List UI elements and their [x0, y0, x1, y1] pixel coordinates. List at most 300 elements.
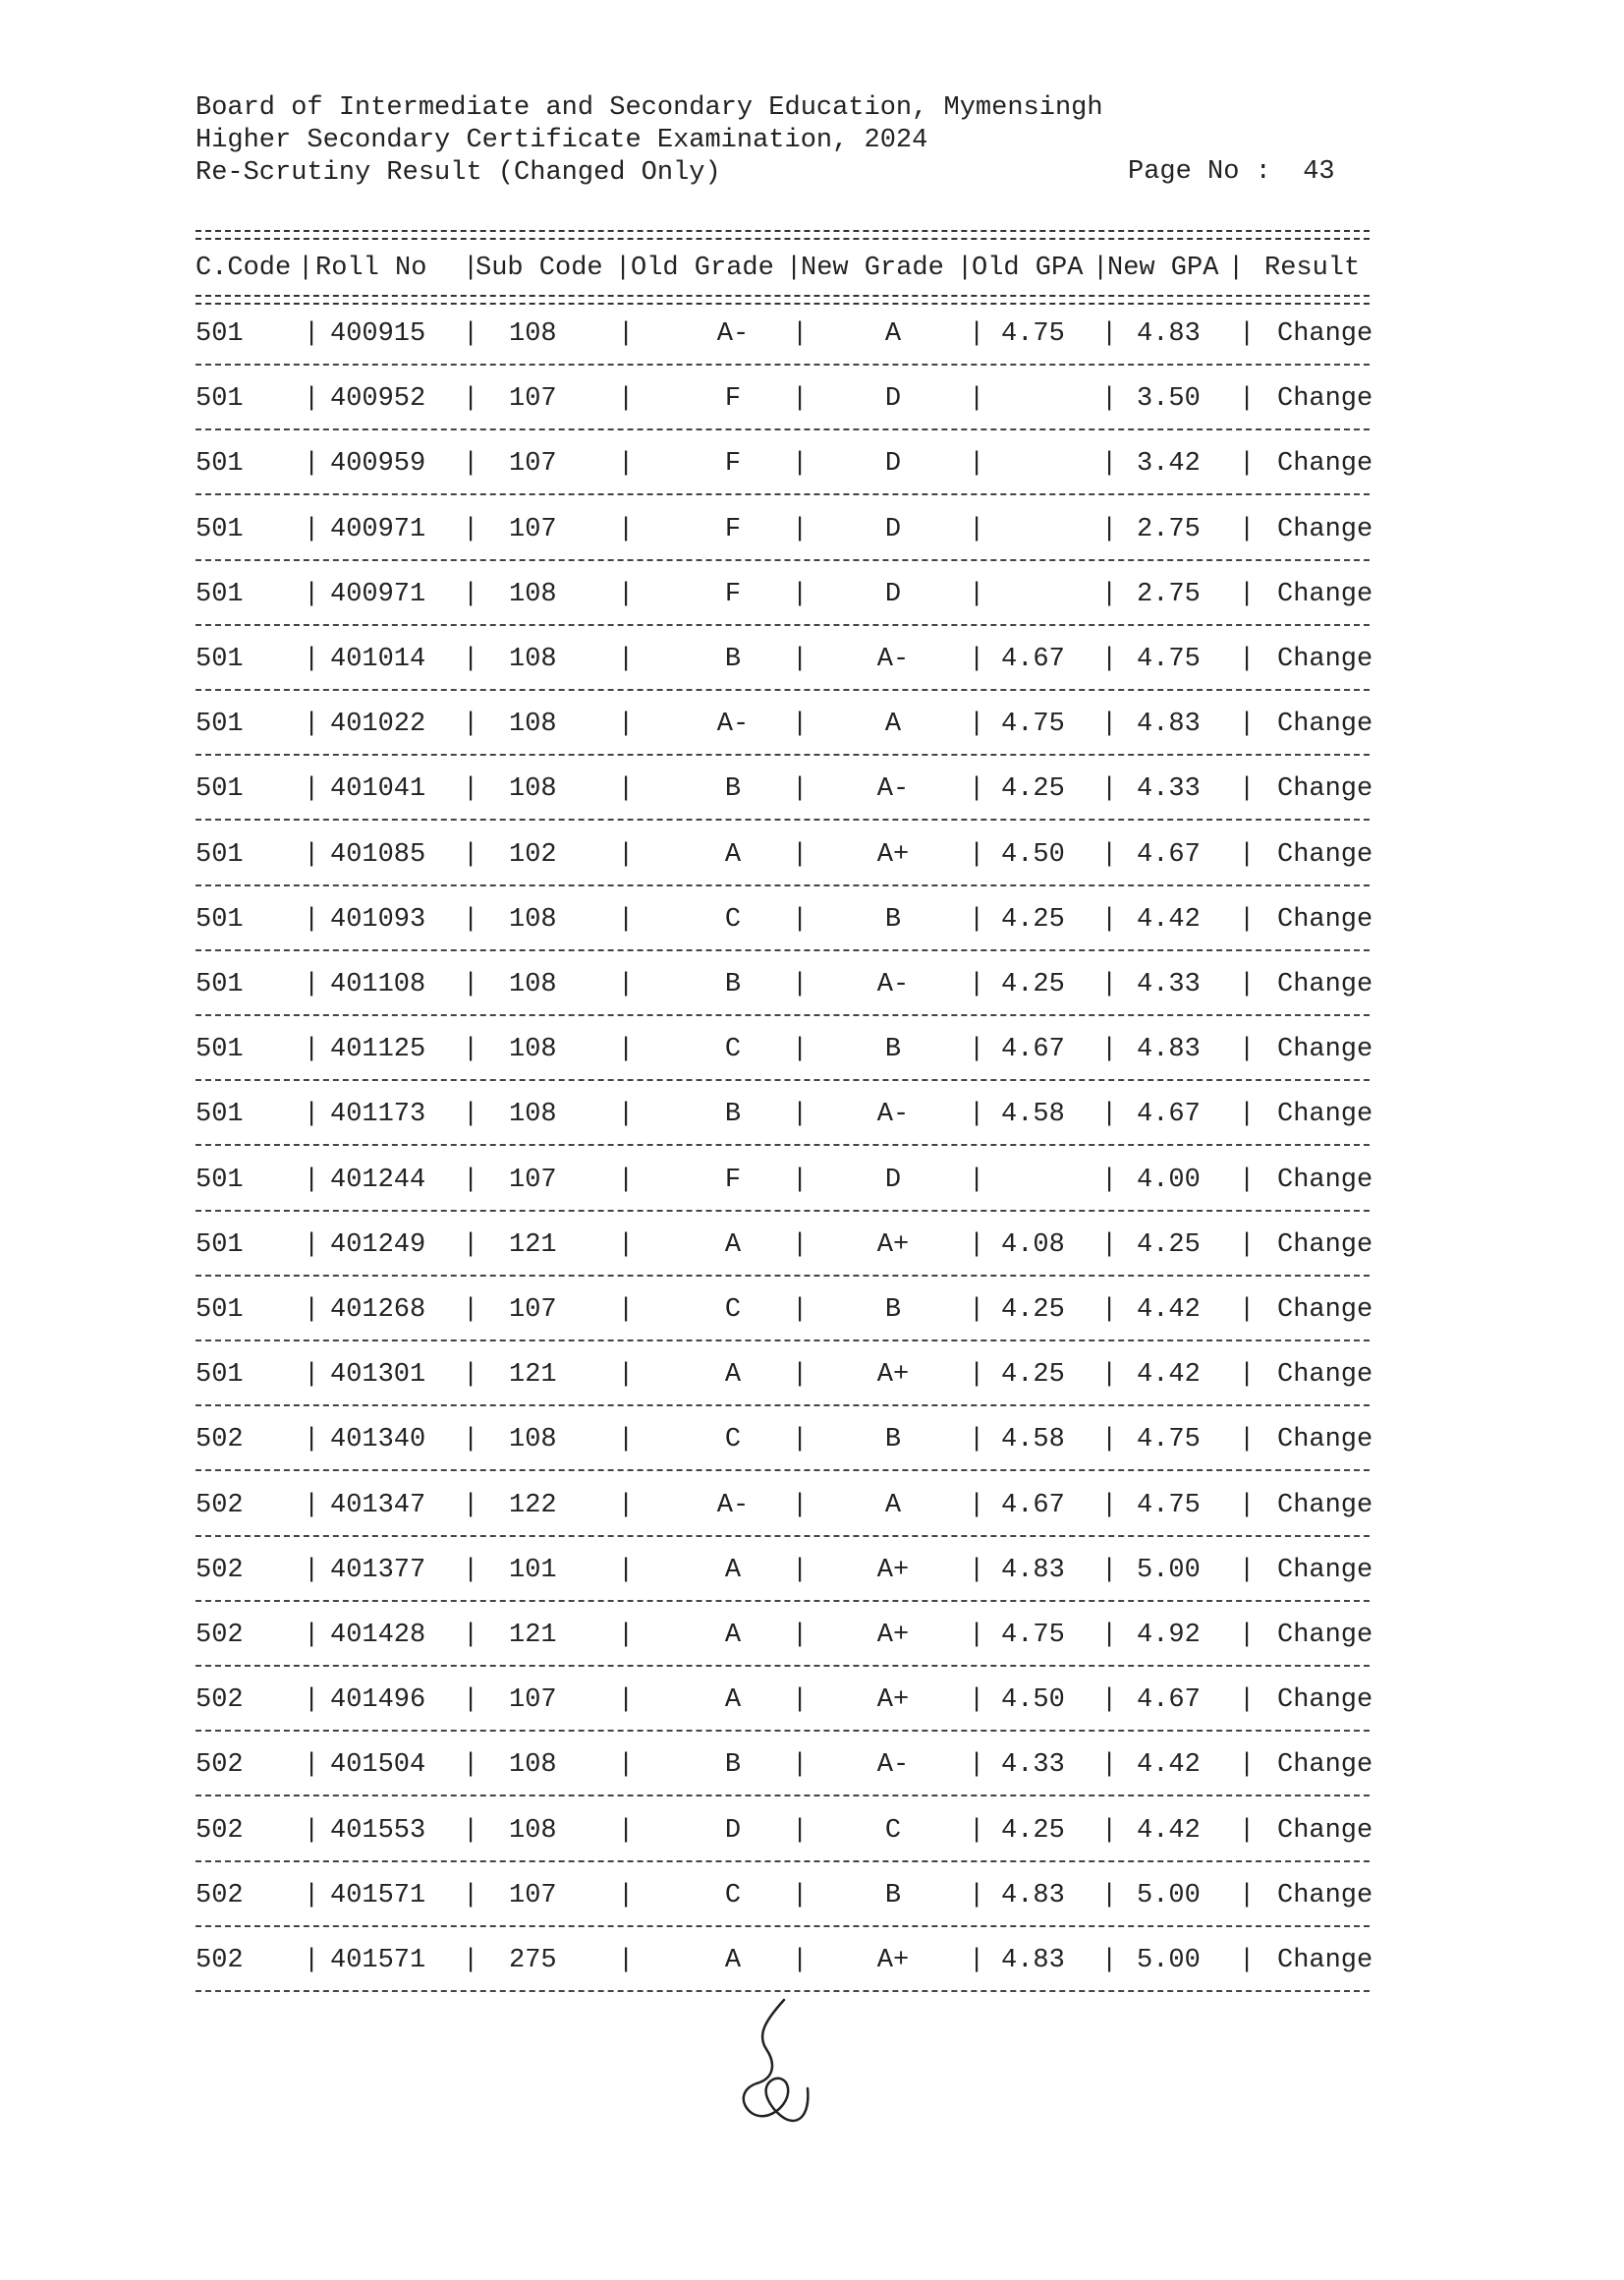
cell-sub: 108: [509, 1425, 557, 1454]
col-separator: |: [1101, 1425, 1118, 1454]
col-separator: |: [969, 774, 985, 804]
cell-newgrade: A-: [876, 774, 910, 804]
cell-newgpa: 3.50: [1137, 384, 1201, 414]
col-separator: |: [615, 254, 632, 283]
col-separator: |: [463, 319, 479, 349]
col-separator: |: [304, 449, 320, 479]
table-row: [196, 515, 1374, 554]
cell-oldgrade: B: [724, 1100, 742, 1129]
cell-sub: 108: [509, 319, 557, 349]
col-separator: |: [969, 1750, 985, 1780]
cell-result: Change: [1277, 840, 1373, 870]
cell-roll: 401268: [330, 1295, 426, 1325]
table-row: [196, 1685, 1374, 1725]
col-separator: |: [463, 1946, 479, 1975]
col-separator: |: [618, 1946, 635, 1975]
cell-roll: 401428: [330, 1621, 426, 1650]
col-separator: |: [304, 905, 320, 935]
col-separator: |: [792, 515, 809, 544]
col-separator: |: [304, 1035, 320, 1064]
cell-roll: 400971: [330, 515, 426, 544]
col-separator: |: [618, 1556, 635, 1585]
cell-oldgpa: 4.83: [1001, 1946, 1065, 1975]
col-ccode: C.Code: [196, 254, 292, 283]
col-separator: |: [969, 1230, 985, 1260]
col-separator: |: [1239, 580, 1256, 609]
col-separator: |: [1101, 645, 1118, 674]
col-separator: |: [618, 1881, 635, 1910]
col-separator: |: [463, 1295, 479, 1325]
cell-sub: 121: [509, 1621, 557, 1650]
col-separator: |: [969, 1295, 985, 1325]
cell-sub: 108: [509, 774, 557, 804]
col-separator: |: [463, 1556, 479, 1585]
col-separator: |: [304, 1425, 320, 1454]
cell-oldgrade: F: [724, 580, 742, 609]
col-separator: |: [1239, 970, 1256, 999]
table-row: [196, 1230, 1374, 1270]
col-separator: |: [463, 774, 479, 804]
col-separator: |: [969, 1621, 985, 1650]
col-separator: |: [792, 449, 809, 479]
col-separator: |: [792, 1166, 809, 1195]
col-separator: |: [792, 1230, 809, 1260]
col-separator: |: [1101, 1360, 1118, 1390]
col-separator: |: [304, 1295, 320, 1325]
cell-result: Change: [1277, 515, 1373, 544]
col-separator: |: [969, 1556, 985, 1585]
cell-oldgrade: A: [724, 1360, 742, 1390]
cell-newgrade: B: [884, 1035, 902, 1064]
cell-newgpa: 4.75: [1137, 645, 1201, 674]
cell-ccode: 502: [196, 1816, 244, 1846]
cell-newgpa: 4.67: [1137, 1685, 1201, 1715]
col-separator: |: [1101, 710, 1118, 739]
col-separator: |: [1239, 515, 1256, 544]
cell-newgpa: 4.42: [1137, 1816, 1201, 1846]
col-separator: |: [792, 1295, 809, 1325]
col-separator: |: [463, 384, 479, 414]
col-separator: |: [463, 1035, 479, 1064]
col-separator: |: [463, 449, 479, 479]
col-separator: |: [1101, 1556, 1118, 1585]
col-newgpa: New GPA: [1107, 254, 1219, 283]
col-separator: |: [618, 774, 635, 804]
col-separator: |: [969, 645, 985, 674]
col-separator: |: [792, 774, 809, 804]
col-separator: |: [969, 384, 985, 414]
col-separator: |: [304, 1491, 320, 1520]
cell-newgrade: D: [884, 515, 902, 544]
col-separator: |: [1239, 1946, 1256, 1975]
cell-result: Change: [1277, 319, 1373, 349]
table-row: [196, 905, 1374, 944]
cell-oldgrade: F: [724, 1166, 742, 1195]
col-separator: |: [792, 1881, 809, 1910]
table-row: [196, 1621, 1374, 1660]
cell-newgrade: A-: [876, 1100, 910, 1129]
cell-newgrade: A: [884, 319, 902, 349]
col-separator: |: [957, 254, 974, 283]
cell-result: Change: [1277, 1035, 1373, 1064]
table-row: [196, 1100, 1374, 1139]
col-separator: |: [463, 1621, 479, 1650]
col-separator: |: [792, 1556, 809, 1585]
table-row: [196, 1425, 1374, 1464]
col-separator: |: [969, 970, 985, 999]
row-divider: [196, 1275, 1370, 1277]
col-separator: |: [463, 1685, 479, 1715]
cell-ccode: 502: [196, 1556, 244, 1585]
cell-sub: 108: [509, 1035, 557, 1064]
row-divider: [196, 819, 1370, 821]
col-separator: |: [463, 1491, 479, 1520]
col-separator: |: [1239, 1881, 1256, 1910]
cell-roll: 401244: [330, 1166, 426, 1195]
col-separator: |: [792, 1816, 809, 1846]
result-title: Re-Scrutiny Result (Changed Only): [196, 158, 721, 188]
row-divider: [196, 624, 1370, 626]
cell-newgpa: 4.33: [1137, 774, 1201, 804]
col-separator: |: [792, 710, 809, 739]
col-separator: |: [463, 1881, 479, 1910]
col-separator: |: [463, 1100, 479, 1129]
cell-oldgpa: 4.67: [1001, 645, 1065, 674]
cell-newgpa: 5.00: [1137, 1946, 1201, 1975]
col-separator: |: [969, 580, 985, 609]
col-separator: |: [1239, 449, 1256, 479]
col-separator: |: [1239, 1491, 1256, 1520]
cell-oldgrade: D: [724, 1816, 742, 1846]
col-separator: |: [304, 1621, 320, 1650]
cell-oldgpa: 4.25: [1001, 905, 1065, 935]
col-separator: |: [618, 1166, 635, 1195]
cell-ccode: 502: [196, 1750, 244, 1780]
cell-newgrade: B: [884, 1881, 902, 1910]
col-separator: |: [1239, 645, 1256, 674]
col-sub: Sub Code: [476, 254, 603, 283]
cell-newgpa: 4.42: [1137, 905, 1201, 935]
cell-oldgrade: A-: [716, 1491, 750, 1520]
cell-sub: 108: [509, 1816, 557, 1846]
col-separator: |: [304, 1166, 320, 1195]
cell-oldgpa: 4.58: [1001, 1425, 1065, 1454]
cell-newgpa: 4.42: [1137, 1360, 1201, 1390]
cell-newgpa: 4.92: [1137, 1621, 1201, 1650]
table-row: [196, 1360, 1374, 1399]
col-separator: |: [969, 319, 985, 349]
col-separator: |: [792, 319, 809, 349]
cell-roll: 401347: [330, 1491, 426, 1520]
cell-sub: 107: [509, 1685, 557, 1715]
row-divider: [196, 1600, 1370, 1602]
col-separator: |: [1239, 1100, 1256, 1129]
col-separator: |: [969, 1491, 985, 1520]
row-divider: [196, 1014, 1370, 1016]
cell-newgrade: A+: [876, 1685, 910, 1715]
col-separator: |: [1239, 319, 1256, 349]
col-separator: |: [1228, 254, 1245, 283]
cell-oldgrade: A: [724, 840, 742, 870]
row-divider: [196, 689, 1370, 691]
col-separator: |: [792, 1360, 809, 1390]
row-divider: [196, 559, 1370, 561]
cell-newgrade: D: [884, 580, 902, 609]
col-separator: |: [304, 710, 320, 739]
cell-roll: 400952: [330, 384, 426, 414]
col-separator: |: [1239, 774, 1256, 804]
cell-oldgrade: B: [724, 774, 742, 804]
table-row: [196, 384, 1374, 424]
col-separator: |: [792, 1621, 809, 1650]
cell-newgpa: 2.75: [1137, 515, 1201, 544]
col-separator: |: [304, 1881, 320, 1910]
col-separator: |: [1101, 970, 1118, 999]
col-separator: |: [618, 1750, 635, 1780]
col-separator: |: [1101, 1816, 1118, 1846]
cell-roll: 401022: [330, 710, 426, 739]
table-row: [196, 1556, 1374, 1595]
row-divider: [196, 1795, 1370, 1796]
row-divider: [196, 949, 1370, 951]
cell-sub: 107: [509, 1881, 557, 1910]
cell-newgpa: 2.75: [1137, 580, 1201, 609]
row-divider: [196, 1665, 1370, 1667]
table-row: [196, 1166, 1374, 1205]
cell-newgpa: 4.42: [1137, 1750, 1201, 1780]
col-separator: |: [618, 1360, 635, 1390]
cell-oldgrade: A: [724, 1621, 742, 1650]
cell-newgpa: 4.00: [1137, 1166, 1201, 1195]
col-separator: |: [1239, 1166, 1256, 1195]
table-row: [196, 1295, 1374, 1335]
cell-sub: 108: [509, 970, 557, 999]
col-separator: |: [969, 1425, 985, 1454]
cell-sub: 108: [509, 1750, 557, 1780]
col-separator: |: [618, 515, 635, 544]
col-separator: |: [1239, 905, 1256, 935]
col-separator: |: [1101, 1491, 1118, 1520]
col-separator: |: [304, 645, 320, 674]
cell-sub: 275: [509, 1946, 557, 1975]
cell-newgrade: A: [884, 1491, 902, 1520]
cell-oldgpa: 4.25: [1001, 1360, 1065, 1390]
cell-newgpa: 4.25: [1137, 1230, 1201, 1260]
row-divider: [196, 1469, 1370, 1471]
col-separator: |: [304, 515, 320, 544]
col-result: Result: [1264, 254, 1361, 283]
row-divider: [196, 493, 1370, 495]
row-divider: [196, 1925, 1370, 1927]
table-row: [196, 1035, 1374, 1074]
cell-newgrade: A+: [876, 1556, 910, 1585]
col-separator: |: [969, 1881, 985, 1910]
cell-result: Change: [1277, 1556, 1373, 1585]
col-roll: Roll No: [315, 254, 427, 283]
cell-oldgrade: B: [724, 1750, 742, 1780]
cell-newgpa: 5.00: [1137, 1881, 1201, 1910]
cell-newgpa: 3.42: [1137, 449, 1201, 479]
col-separator: |: [618, 580, 635, 609]
row-divider: [196, 364, 1370, 366]
col-separator: |: [463, 840, 479, 870]
col-separator: |: [463, 1230, 479, 1260]
col-separator: |: [1239, 1685, 1256, 1715]
cell-newgrade: A+: [876, 1230, 910, 1260]
board-title: Board of Intermediate and Secondary Education, Mymensingh: [196, 93, 1103, 123]
cell-newgrade: C: [884, 1816, 902, 1846]
cell-newgrade: A+: [876, 840, 910, 870]
cell-roll: 401377: [330, 1556, 426, 1585]
cell-sub: 108: [509, 710, 557, 739]
col-separator: |: [463, 710, 479, 739]
col-separator: |: [463, 1425, 479, 1454]
col-separator: |: [792, 384, 809, 414]
col-separator: |: [1101, 1685, 1118, 1715]
col-separator: |: [1092, 254, 1109, 283]
cell-sub: 121: [509, 1360, 557, 1390]
col-separator: |: [969, 1685, 985, 1715]
col-separator: |: [969, 840, 985, 870]
col-separator: |: [618, 384, 635, 414]
row-divider: [196, 1730, 1370, 1732]
cell-result: Change: [1277, 1750, 1373, 1780]
cell-newgpa: 4.33: [1137, 970, 1201, 999]
cell-oldgrade: C: [724, 1035, 742, 1064]
cell-roll: 400915: [330, 319, 426, 349]
cell-ccode: 501: [196, 645, 244, 674]
cell-sub: 107: [509, 384, 557, 414]
cell-result: Change: [1277, 1360, 1373, 1390]
cell-roll: 401125: [330, 1035, 426, 1064]
cell-ccode: 501: [196, 1230, 244, 1260]
col-separator: |: [1239, 1816, 1256, 1846]
cell-ccode: 502: [196, 1685, 244, 1715]
col-separator: |: [969, 710, 985, 739]
col-separator: |: [1101, 1100, 1118, 1129]
col-separator: |: [969, 449, 985, 479]
col-separator: |: [618, 1685, 635, 1715]
table-row: [196, 1491, 1374, 1530]
cell-roll: 401301: [330, 1360, 426, 1390]
col-separator: |: [304, 384, 320, 414]
page-number: Page No : 43: [1128, 157, 1335, 187]
row-divider: [196, 1144, 1370, 1146]
cell-oldgrade: C: [724, 1425, 742, 1454]
cell-sub: 121: [509, 1230, 557, 1260]
col-separator: |: [1101, 1166, 1118, 1195]
cell-oldgpa: 4.58: [1001, 1100, 1065, 1129]
table-row: [196, 1946, 1374, 1985]
col-separator: |: [1239, 1621, 1256, 1650]
cell-ccode: 501: [196, 1100, 244, 1129]
table-row: [196, 319, 1374, 359]
col-separator: |: [1101, 1881, 1118, 1910]
table-row: [196, 1881, 1374, 1920]
cell-result: Change: [1277, 449, 1373, 479]
cell-roll: 401108: [330, 970, 426, 999]
col-separator: |: [463, 254, 479, 283]
cell-roll: 401093: [330, 905, 426, 935]
cell-result: Change: [1277, 1946, 1373, 1975]
exam-title: Higher Secondary Certificate Examination, 2024: [196, 126, 928, 155]
col-separator: |: [618, 905, 635, 935]
cell-newgrade: A-: [876, 1750, 910, 1780]
table-row: [196, 710, 1374, 749]
col-separator: |: [792, 580, 809, 609]
row-divider: [196, 754, 1370, 756]
cell-ccode: 502: [196, 1425, 244, 1454]
cell-result: Change: [1277, 1166, 1373, 1195]
cell-result: Change: [1277, 580, 1373, 609]
row-divider: [196, 1210, 1370, 1212]
cell-ccode: 502: [196, 1621, 244, 1650]
col-separator: |: [1101, 1035, 1118, 1064]
cell-oldgrade: C: [724, 905, 742, 935]
cell-oldgpa: 4.25: [1001, 1295, 1065, 1325]
cell-result: Change: [1277, 1425, 1373, 1454]
col-separator: |: [792, 1035, 809, 1064]
cell-roll: 401014: [330, 645, 426, 674]
cell-sub: 108: [509, 1100, 557, 1129]
col-separator: |: [1101, 580, 1118, 609]
col-separator: |: [1101, 1750, 1118, 1780]
cell-newgrade: D: [884, 1166, 902, 1195]
col-separator: |: [969, 905, 985, 935]
col-separator: |: [618, 1816, 635, 1846]
cell-result: Change: [1277, 970, 1373, 999]
col-separator: |: [463, 645, 479, 674]
col-separator: |: [792, 905, 809, 935]
col-separator: |: [1101, 515, 1118, 544]
cell-sub: 101: [509, 1556, 557, 1585]
cell-roll: 401173: [330, 1100, 426, 1129]
cell-ccode: 501: [196, 774, 244, 804]
table-row: [196, 580, 1374, 619]
cell-result: Change: [1277, 710, 1373, 739]
cell-result: Change: [1277, 1685, 1373, 1715]
col-separator: |: [1101, 319, 1118, 349]
cell-oldgrade: C: [724, 1295, 742, 1325]
cell-result: Change: [1277, 905, 1373, 935]
col-separator: |: [1101, 1230, 1118, 1260]
col-separator: |: [304, 580, 320, 609]
cell-oldgrade: B: [724, 970, 742, 999]
cell-oldgpa: 4.75: [1001, 1621, 1065, 1650]
col-separator: |: [618, 1295, 635, 1325]
col-separator: |: [969, 1816, 985, 1846]
col-separator: |: [1101, 905, 1118, 935]
cell-result: Change: [1277, 645, 1373, 674]
cell-sub: 102: [509, 840, 557, 870]
double-rule-header: [196, 295, 1370, 305]
col-separator: |: [304, 1685, 320, 1715]
col-separator: |: [463, 1360, 479, 1390]
col-separator: |: [463, 1816, 479, 1846]
cell-result: Change: [1277, 1295, 1373, 1325]
cell-newgpa: 4.75: [1137, 1425, 1201, 1454]
double-rule-top: [196, 230, 1370, 240]
col-separator: |: [618, 1621, 635, 1650]
col-separator: |: [969, 1166, 985, 1195]
cell-result: Change: [1277, 1816, 1373, 1846]
col-separator: |: [1239, 1750, 1256, 1780]
col-separator: |: [304, 1100, 320, 1129]
table-row: [196, 774, 1374, 814]
col-separator: |: [1239, 1035, 1256, 1064]
signature: [727, 1990, 835, 2147]
col-oldgpa: Old GPA: [972, 254, 1084, 283]
